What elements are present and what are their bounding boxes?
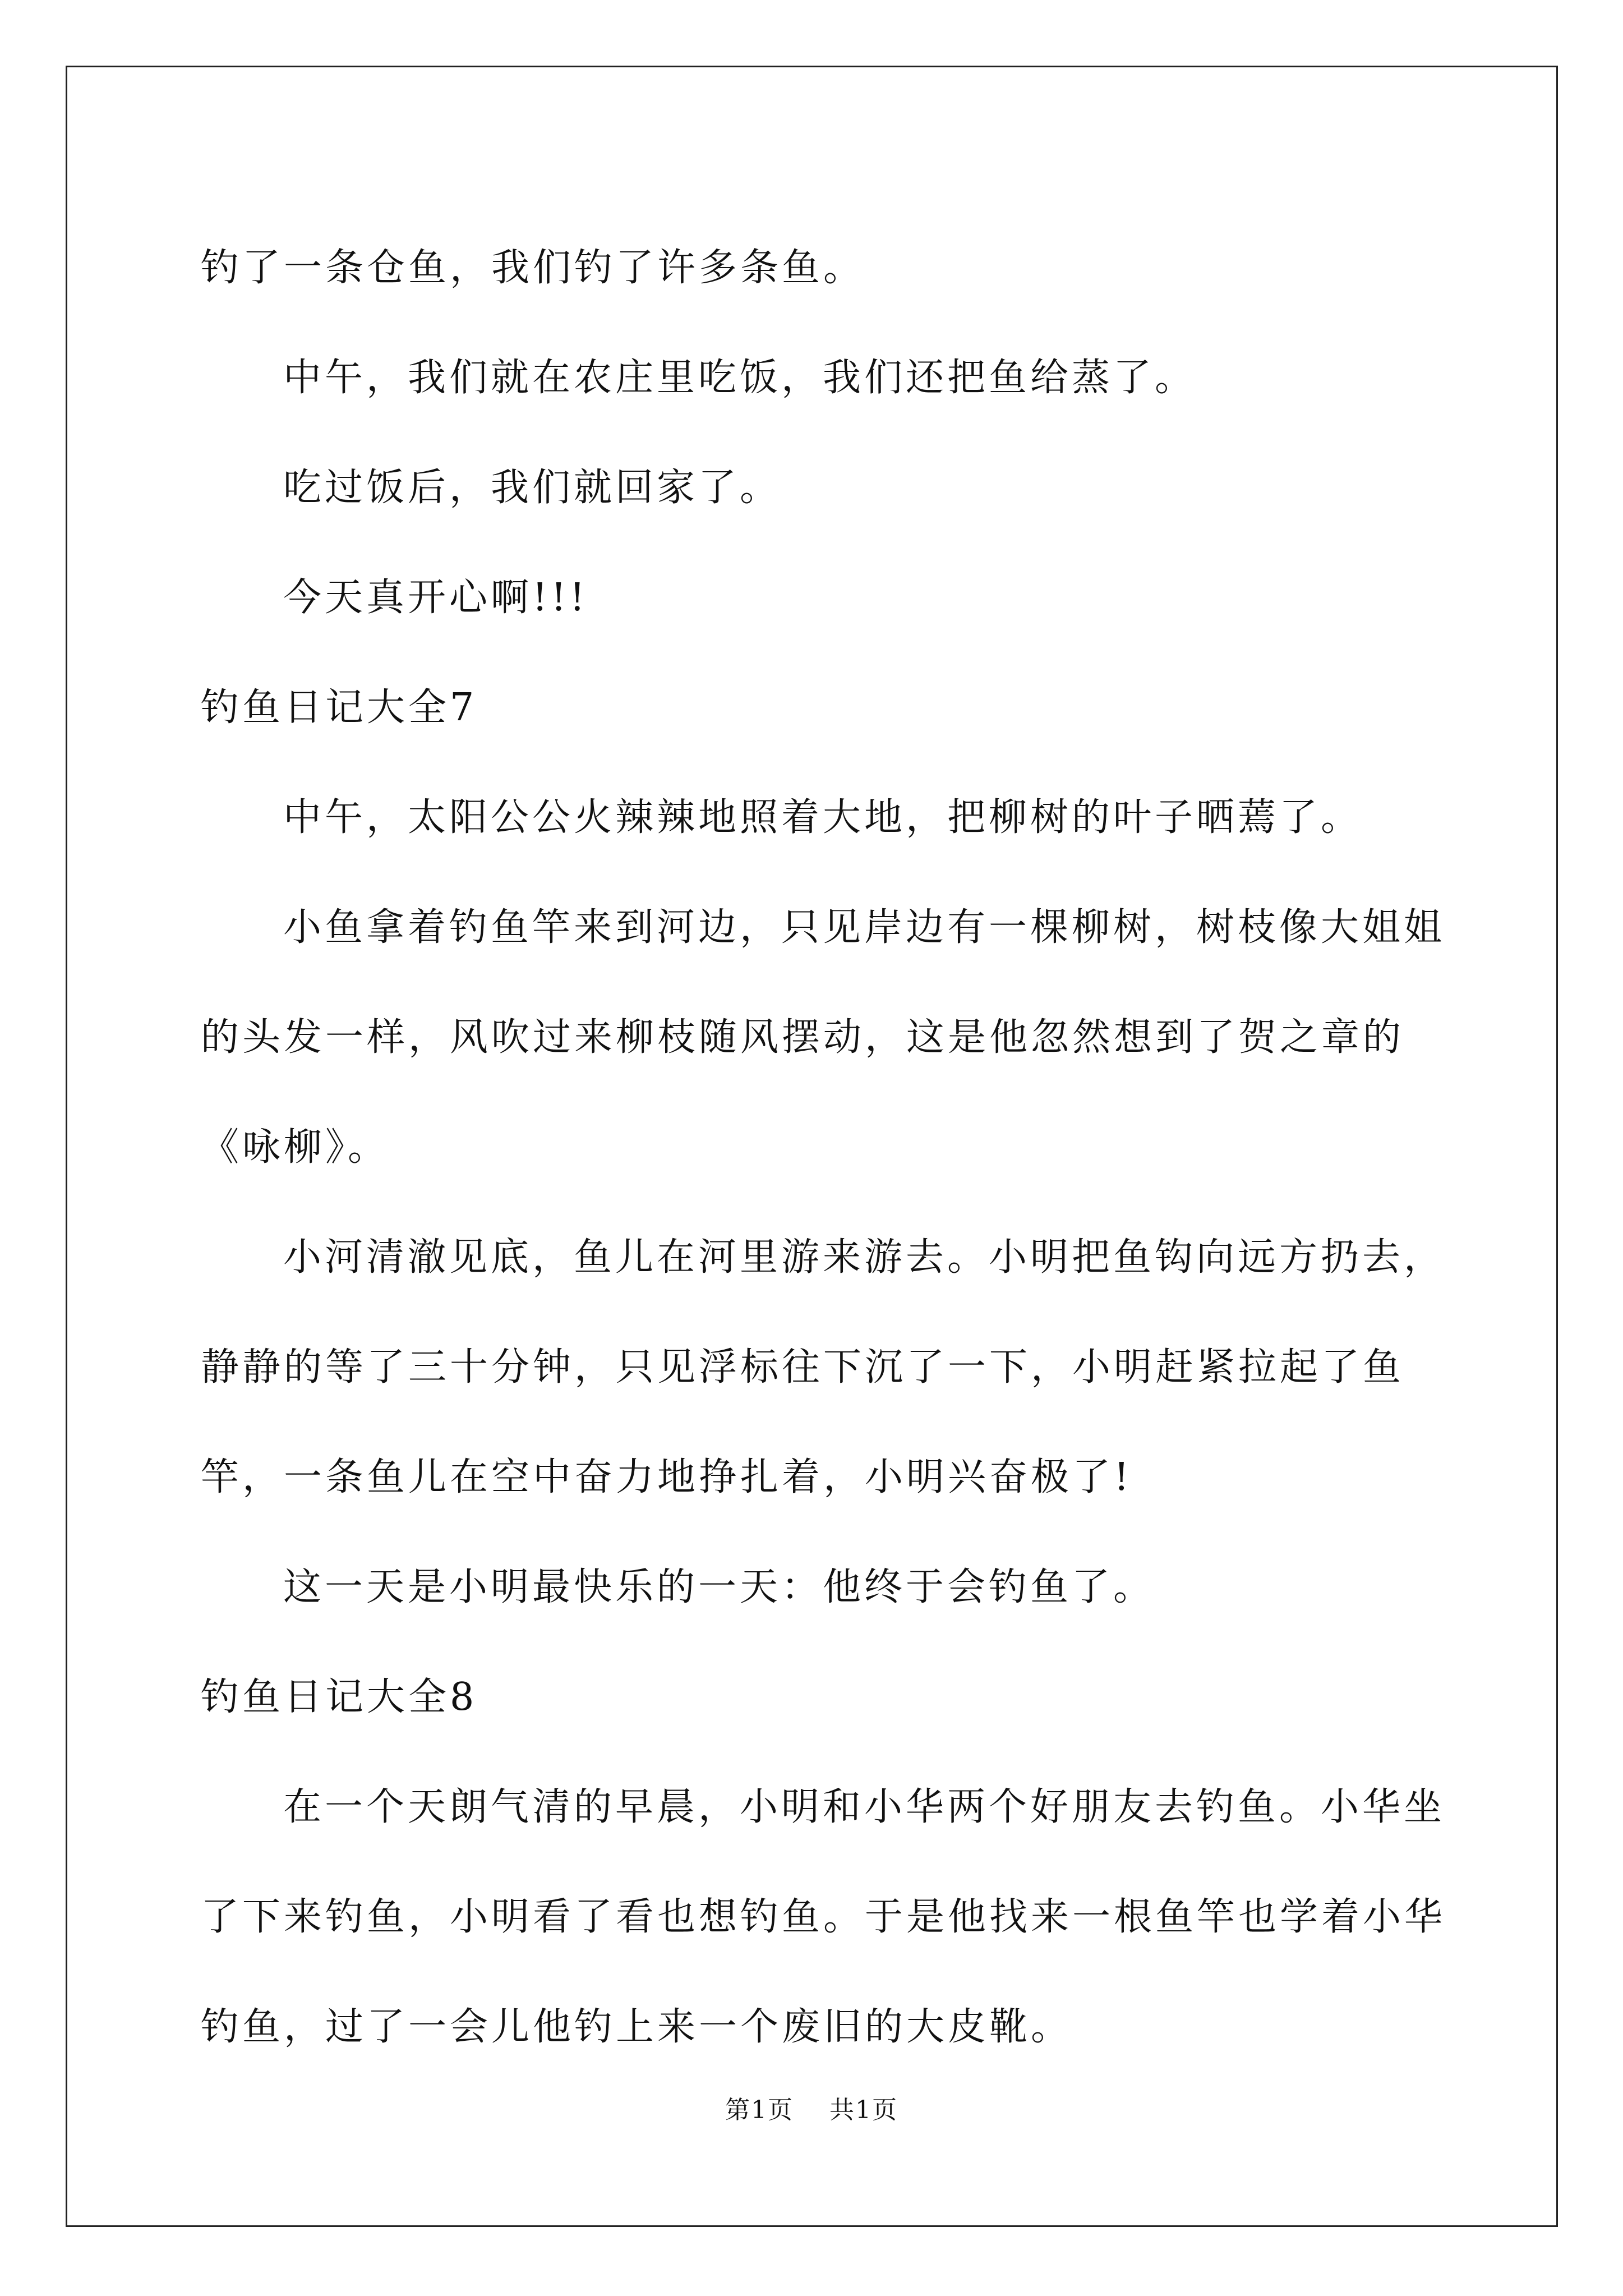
paragraph: 中午，太阳公公火辣辣地照着大地，把柳树的叶子晒蔫了。 xyxy=(283,795,1363,840)
page-total: 共1页 xyxy=(829,2096,898,2124)
page-number: 第1页 xyxy=(725,2096,794,2124)
document-body xyxy=(201,213,1468,2082)
paragraph: 小鱼拿着钓鱼竿来到河边，只见岸边有一棵柳树，树枝像大姐姐的头发一样，风吹过来柳枝随风摆动，这是他忽然想到了贺之章的《咏柳》。 xyxy=(201,905,1446,1170)
page-footer xyxy=(0,2090,1623,2125)
paragraph: 在一个天朗气清的早晨，小明和小华两个好朋友去钓鱼。小华坐了下来钓鱼，小明看了看也想钓鱼。于是他找来一根鱼竿也学着小华钓鱼，过了一会儿他钓上来一个废旧的大皮靴。 xyxy=(201,1785,1446,2049)
paragraph: 今天真开心啊!!! xyxy=(283,576,588,620)
section-heading: 钓鱼日记大全8 xyxy=(201,1675,478,1719)
section-heading: 钓鱼日记大全7 xyxy=(201,685,478,730)
paragraph: 小河清澈见底，鱼儿在河里游来游去。小明把鱼钩向远方扔去，静静的等了三十分钟，只见浮标往下沉了一下，小明赶紧拉起了鱼竿，一条鱼儿在空中奋力地挣扎着，小明兴奋极了! xyxy=(201,1235,1446,1499)
paragraph: 吃过饭后，我们就回家了。 xyxy=(283,466,782,510)
paragraph: 这一天是小明最快乐的一天：他终于会钓鱼了。 xyxy=(283,1565,1155,1609)
paragraph: 中午，我们就在农庄里吃饭，我们还把鱼给蒸了。 xyxy=(283,356,1197,400)
footer-spacer xyxy=(794,2096,829,2124)
paragraph: 钓了一条仓鱼，我们钓了许多条鱼。 xyxy=(201,246,865,290)
